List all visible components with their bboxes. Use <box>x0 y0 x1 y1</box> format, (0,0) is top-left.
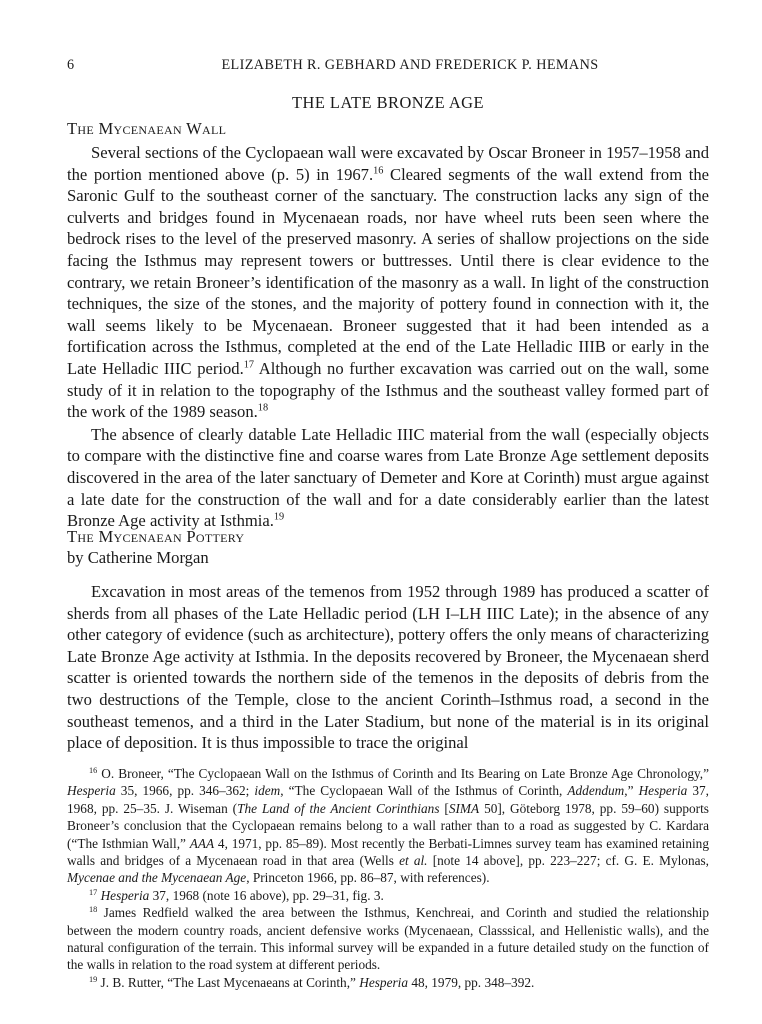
wall-paragraph-2: The absence of clearly datable Late Helladic IIIC material from the wall (especially objects to compare with the distinctive fine and coarse wares from Late Bronze Age settlement deposits discovered in the area of the later sanctuary of Demeter and Kore at Corinth) must argue against a late date for the construction of the wall and for a date considerably earlier than the latest Bronze Age activity at Isthmia.$^{19}$ <box>67 424 709 531</box>
pottery-heading: The Mycenaean Pottery <box>67 527 245 546</box>
section-title: THE LATE BRONZE AGE <box>291 93 485 112</box>
pottery-byline: by Catherine Morgan <box>67 548 209 567</box>
page-number: 6 <box>67 57 75 73</box>
footnote-16: $^{16}$ O. Broneer, “The Cyclopaean Wall on the Isthmus of Corinth and Its Bearing on Late Bronze Age Chronology,” Hesperia 35, 1966, pp. 346–362; idem, “The Cyclopaean Wall of the Isthmus of Corinth, Addendum,” Hesperia 37, 1968, pp. 25–35. J. Wiseman (The Land of the Ancient Corinthians [SIMA 50], Göteborg 1978, pp. 59–60) supports Broneer’s conclusion that the Cyclopaean remains belong to a wall rather than to a road as suggested by C. Kardara (“The Isthmian Wall,” AAA 4, 1971, pp. 85–89). Most recently the Berbati-Limnes survey team has examined retaining walls and bridges of a Mycenaean road in that area (Wells et al. [note 14 above], pp. 223–227; cf. G. E. Mylonas, Mycenae and the Mycenaean Age, Princeton 1966, pp. 86–87, with references). <box>67 765 709 886</box>
wall-paragraph-1: Several sections of the Cyclopaean wall were excavated by Oscar Broneer in 1957–1958 and the portion mentioned above (p. 5) in 1967.16 Cleared segments of the wall extend from the Saronic Gulf to the southeast corner of the sanctuary. The construction lacks any sign of the culverts and bridges found in Mycenaean roads, nor have wheel ruts been seen where the bedrock rises to the level of the preserved masonry. A series of shallow projections on the side facing the Isthmus may represent towers or buttresses. Until there is clear evidence to the contrary, we retain Broneer’s identification of the masonry as a wall. In light of the construction techniques, the size of the stones, and the majority of pottery found in connection with it, the wall seems likely to be Mycenaean. Broneer suggested that it had been intended as a fortification across the Isthmus, completed at the end of the Late Helladic IIIB or early in the Late Helladic IIIC period.$^{17}$ Although no further excavation was carried out on the wall, some study of it in relation to the topography of the Isthmus and the southeast valley formed part of the work of the 1989 season.$^{18}$ <box>67 143 709 422</box>
footnotes <box>67 765 709 991</box>
footnote-17: $^{17}$ Hesperia 37, 1968 (note 16 above), pp. 29–31, fig. 3. <box>89 887 384 903</box>
running-head <box>67 57 709 77</box>
footnote-ref-16[interactable]: 16 <box>373 165 384 177</box>
footnote-ref-18[interactable]: 18 <box>257 402 269 414</box>
footnote-ref-17[interactable]: 17 <box>243 359 255 371</box>
footnote-18: $^{18}$ James Redfield walked the area between the Isthmus, Kenchreai, and Corinth and studied the relationship between the modern country roads, ancient defensive works (Mycenaean, Classsical, and Hellenistic walls), and the natural configuration of the terrain. This informal survey will be expanded in a future detailed study on the function of the walls in relation to the road system at different periods. <box>67 905 709 973</box>
footnote-19: $^{19}$ J. B. Rutter, “The Last Mycenaeans at Corinth,” Hesperia 48, 1979, pp. 348–392. <box>89 974 535 990</box>
wall-heading: The Mycenaean Wall <box>67 119 227 138</box>
wall-section <box>67 119 709 532</box>
footnote-ref-19[interactable]: 19 <box>273 511 285 523</box>
pottery-paragraph-1: Excavation in most areas of the temenos from 1952 through 1989 has produced a scatter of sherds from all phases of the Late Helladic period (LH I–LH IIIC Late); in the absence of any other category of evidence (such as architecture), pottery offers the only means of characterizing Late Bronze Age activity at Isthmia. In the deposits recovered by Broneer, the Mycenaean sherd scatter is oriented towards the northern side of the temenos in the deposits of debris from the two destructions of the Temple, close to the ancient Corinth–Isthmus road, a second in the southeast temenos, and a third in the Later Stadium, but none of the material is in its original place of deposition. It is thus impossible to trace the original <box>67 582 709 753</box>
pottery-section <box>67 527 709 754</box>
running-head-authors: ELIZABETH R. GEBHARD AND FREDERICK P. HEMANS <box>221 57 599 73</box>
